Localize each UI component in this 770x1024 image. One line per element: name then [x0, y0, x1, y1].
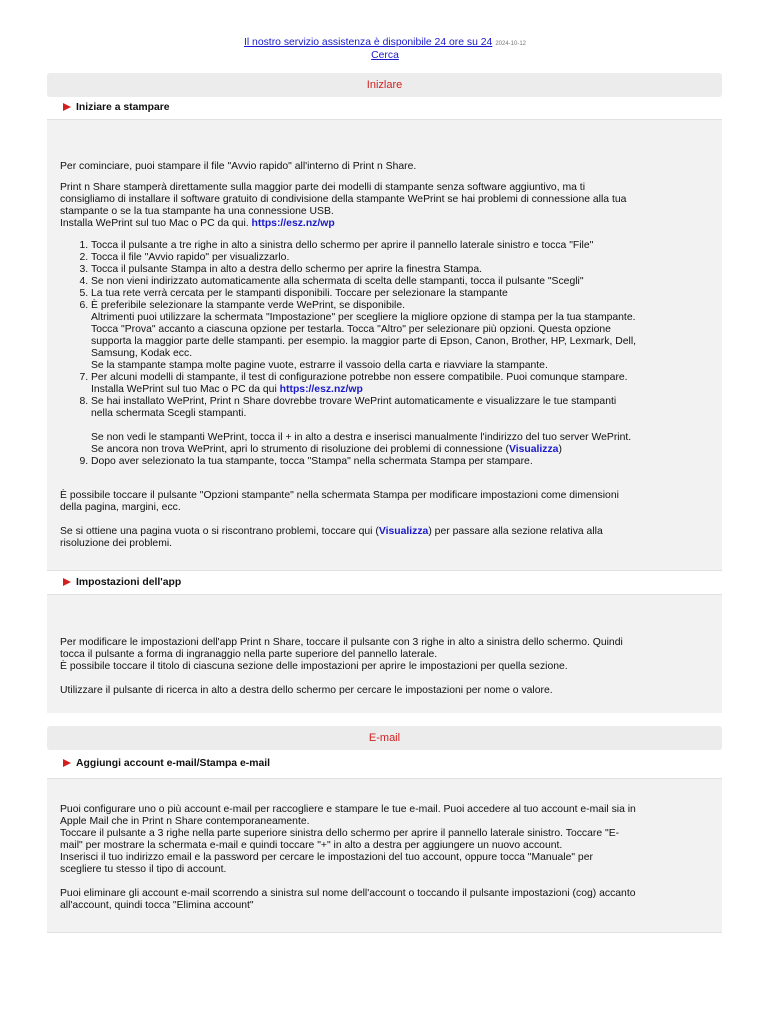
section-header-start[interactable]: Inizlare — [47, 73, 722, 97]
search-link[interactable]: Cerca — [371, 50, 399, 61]
list-item: 5. La tua rete verrà cercata per le stampanti disponibili. Toccare per selezionare la stampante — [91, 288, 709, 300]
weprint-link[interactable]: https://esz.nz/wp — [251, 218, 335, 229]
list-item: 2. Tocca il file "Avvio rapido" per visualizzarlo. — [91, 252, 709, 264]
paragraph: Puoi configurare uno o più account e-mail per raccogliere e stampare le tue e-mail. Puoi accedere al tuo account e-mail sia in Apple Mail che in Print n Share contemporaneamente. Toccare il pulsante a 3 righe nella parte superiore sinistra dello schermo per aprire il pannello laterale sinistro. Toccare "E- mail" per mostrare la schermata e-mail e quindi toccare "+" in alto a destra per aggiungere un nuovo account. Inserisci il tuo indirizzo email e la password per cercare le impostazioni del tuo account, oppure tocca "Manuale" per scegliere tu stesso il tipo di account. — [60, 804, 636, 875]
paragraph: Per cominciare, puoi stampare il file "Avvio rapido" all'interno di Print n Share. — [60, 161, 417, 172]
list-item: 9. Dopo aver selezionato la tua stampante, tocca "Stampa" nella schermata Stampa per stampare. — [91, 456, 709, 468]
panel-add-email — [47, 779, 722, 932]
list-item: 7. Per alcuni modelli di stampante, il test di configurazione potrebbe non essere compatibile. Puoi comunque stampare. Installa WePrint sul tuo Mac o PC da qui https://esz.nz/wp — [91, 372, 709, 396]
paragraph: Per modificare le impostazioni dell'app Print n Share, toccare il pulsante con 3 righe in alto a sinistra dello schermo. Quindi tocca il pulsante a forma di ingranaggio nella parte superiore del pannello laterale. È possibile toccare il titolo di ciascuna sezione delle impostazioni per aprire le impostazioni per quella sezione. — [60, 637, 623, 672]
content — [47, 73, 722, 933]
triangle-right-icon — [63, 103, 71, 111]
date-label: 2024-10-12 — [495, 41, 527, 47]
top-banner — [0, 0, 770, 73]
subsection-title: Impostazioni dell'app — [76, 577, 182, 588]
list-item: 1. Tocca il pulsante a tre righe in alto a sinistra dello schermo per aprire il pannello laterale sinistro e tocca "File" — [91, 240, 709, 252]
list-item: 6. È preferibile selezionare la stampante verde WePrint, se disponibile. Altrimenti puoi utilizzare la schermata "Impostazione" per scegliere la migliore opzione di stampa per la tua stampante. Tocca "Prova" accanto a ciascuna opzione per testarla. Tocca "Altro" per selezionare più opzioni. Questa opzione supporta la maggior parte delle stampanti. per esempio. la maggior parte di Epson, Canon, Brother, HP, Lexmark, Dell, Samsung, Kodak ecc. Se la stampante stampa molte pagine vuote, estrarre il vassoio della carta e riavviare la stampante. — [91, 300, 709, 372]
troubleshoot-link[interactable]: Visualizza — [508, 444, 559, 455]
paragraph: Puoi eliminare gli account e-mail scorrendo a sinistra sul nome dell'account o toccando il pulsante impostazioni (cog) accanto all'account, quindi tocca "Elimina account" — [60, 888, 636, 911]
paragraph: Utilizzare il pulsante di ricerca in alto a destra dello schermo per cercare le impostazioni per nome o valore. — [60, 685, 553, 696]
panel-app-settings — [47, 595, 722, 713]
list-item: 3. Tocca il pulsante Stampa in alto a destra dello schermo per aprire la finestra Stampa. — [91, 264, 709, 276]
triangle-right-icon — [63, 578, 71, 586]
troubleshoot-link-2[interactable]: Visualizza — [378, 526, 429, 537]
paragraph: Print n Share stamperà direttamente sulla maggior parte dei modelli di stampante senza software aggiuntivo, ma ti consigliamo di installare il software gratuito di condivisione della stampante WePrint se hai problemi di connessione alla tua stampante o se la tua stampante ha una connessione USB. Installa WePrint sul tuo Mac o PC da qui. https://esz.nz/wp — [60, 182, 627, 229]
support-link[interactable]: Il nostro servizio assistenza è disponibile 24 ore su 24 — [243, 37, 493, 48]
panel-start-printing — [47, 120, 722, 570]
subsection-header-start-printing[interactable] — [47, 97, 722, 120]
subsection-header-add-email[interactable] — [47, 750, 722, 779]
subsection-header-app-settings[interactable] — [47, 572, 722, 595]
triangle-right-icon — [63, 759, 71, 767]
subsection-title: Aggiungi account e-mail/Stampa e-mail — [76, 758, 270, 769]
weprint-link-2[interactable]: https://esz.nz/wp — [279, 384, 363, 395]
subsection-title: Iniziare a stampare — [76, 102, 170, 113]
steps-list — [60, 240, 709, 468]
list-item: 8. Se hai installato WePrint, Print n Share dovrebbe trovare WePrint automaticamente e visualizzare le tue stampanti nella schermata Scegli stampanti. Se non vedi le stampanti WePrint, tocca il + in alto a destra e inserisci manualmente l'indirizzo del tuo server WePrint. Se ancora non trova WePrint, apri lo strumento di risoluzione dei problemi di connessione (Visualizza) — [91, 396, 709, 456]
paragraph: Se si ottiene una pagina vuota o si riscontrano problemi, toccare qui (Visualizza) per passare alla sezione relativa alla risoluzione dei problemi. — [60, 526, 603, 549]
section-header-email[interactable]: E-mail — [47, 726, 722, 750]
list-item: 4. Se non vieni indirizzato automaticamente alla schermata di scelta delle stampanti, tocca il pulsante "Scegli" — [91, 276, 709, 288]
paragraph: È possibile toccare il pulsante "Opzioni stampante" nella schermata Stampa per modificare impostazioni come dimensioni della pagina, margini, ecc. — [60, 490, 619, 513]
